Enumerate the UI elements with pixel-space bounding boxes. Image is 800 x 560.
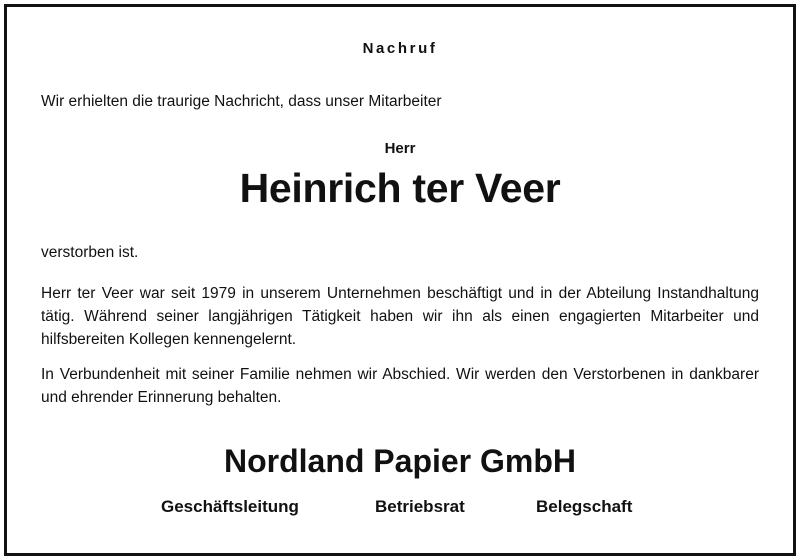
signatory-workforce: Belegschaft <box>536 497 633 516</box>
honorific-title: Herr <box>384 140 416 157</box>
signatory-management: Geschäftsleitung <box>161 497 299 516</box>
signatory-works-council: Betriebsrat <box>375 497 465 516</box>
obituary-heading: Nachruf <box>362 40 438 57</box>
obituary-frame <box>4 4 796 556</box>
company-name: Nordland Papier GmbH <box>223 443 577 479</box>
paragraph-career: Herr ter Veer war seit 1979 in unserem Unternehmen beschäftigt und in der Abteilung Instandhaltung tätig. Während seiner langjährigen Tätigkeit haben wir ihn als einen engagierten Mitarbeiter und hilfsbereiten Kollegen kennengelernt. <box>41 285 759 348</box>
deceased-text: verstorben ist. <box>41 244 139 261</box>
paragraph-farewell: In Verbundenheit mit seiner Familie nehmen wir Abschied. Wir werden den Verstorbenen in dankbarer und ehrender Erinnerung behalten. <box>41 366 759 406</box>
deceased-name: Heinrich ter Veer <box>239 165 561 211</box>
intro-text: Wir erhielten die traurige Nachricht, dass unser Mitarbeiter <box>41 93 442 110</box>
signatories-row <box>41 497 759 521</box>
